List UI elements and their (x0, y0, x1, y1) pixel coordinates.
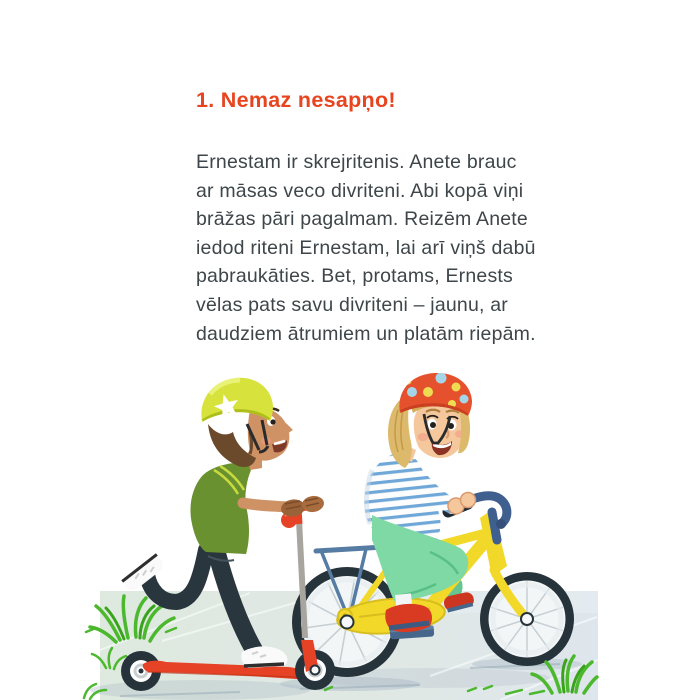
body-line: Ernestam ir skrejritenis. Anete brauc (196, 151, 517, 173)
body-line: brāžas pāri pagalmam. Reizēm Anete (196, 208, 528, 231)
body-line: ar māsas veco divriteni. Abi kopā viņi (196, 179, 524, 202)
body-line: daudziem ātrumiem un platām riepām. (196, 322, 536, 345)
body-line: iedod riteni Ernestam, lai arī viņš dabū (196, 236, 536, 259)
body-line: pabraukāties. Bet, protams, Ernests (196, 265, 513, 288)
body-line: vēlas pats savu divriteni – jaunu, ar (196, 293, 508, 316)
boy-helmet (201, 378, 273, 422)
boy-hands (280, 495, 325, 519)
page-title: 1. Nemaz nesapņo! (196, 88, 396, 112)
